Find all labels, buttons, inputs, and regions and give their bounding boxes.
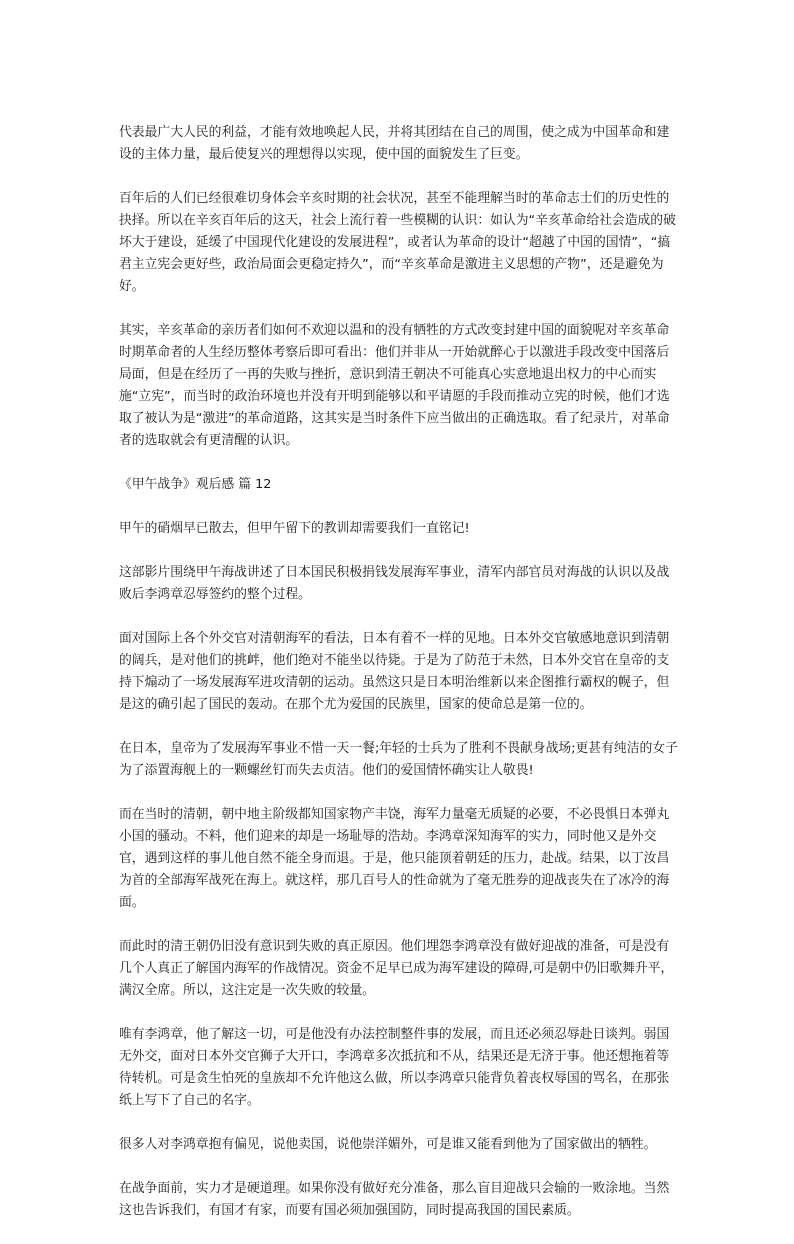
paragraph: 在日本，皇帝为了发展海军事业不惜一天一餐;年轻的士兵为了胜利不畏献身战场;更甚有纯洁的女子为了添置海舰上的一颗螺丝钉而失去贞洁。他们的爱国情怀确实让人敬畏! (119, 741, 678, 778)
paragraph: 代表最广大人民的利益，才能有效地唤起人民，并将其团结在自己的周围，使之成为中国革命和建设的主体力量，最后使复兴的理想得以实现，使中国的面貌发生了巨变。 (119, 125, 670, 162)
paragraph: 这部影片围绕甲午海战讲述了日本国民积极捐钱发展海军事业，清军内部官员对海战的认识以及战败后李鸿章忍辱签约的整个过程。 (119, 565, 670, 602)
paragraph: 而在当时的清朝，朝中地主阶级都知国家物产丰饶，海军力量毫无质疑的必要，不必畏惧日本弹丸小国的骚动。不料，他们迎来的却是一场耻辱的浩劫。李鸿章深知海军的实力，同时他又是外交官，遇到这样的事儿他自然不能全身而退。于是，他只能顶着朝廷的压力，赴战。结果，以丁汝昌为首的全部海军战死在海上。就这样，那几百号人的性命就为了毫无胜券的迎战丧失在了冰冷的海面。 (119, 807, 670, 910)
section-heading: 《甲午战争》观后感 篇 12 (119, 477, 272, 492)
paragraph: 百年后的人们已经很难切身体会辛亥时期的社会状况，甚至不能理解当时的革命志士们的历史性的抉择。所以在辛亥百年后的这天，社会上流行着一些模糊的认识：如认为“辛亥革命给社会造成的破坏大于建设，延缓了中国现代化建设的发展进程”，或者认为革命的设计“超越了中国的国情”，“搞君主立宪会更好些，政治局面会更稳定持久”，而“辛亥革命是激进主义思想的产物”，还是避免为好。 (119, 191, 676, 294)
paragraph: 在战争面前，实力才是硬道理。如果你没有做好充分准备，那么盲目迎战只会输的一败涂地。当然这也告诉我们，有国才有家，而要有国必须加强国防，同时提高我国的国民素质。 (119, 1181, 670, 1218)
paragraph: 唯有李鸿章，他了解这一切，可是他没有办法控制整件事的发展，而且还必须忍辱赴日谈判。弱国无外交，面对日本外交官狮子大开口，李鸿章多次抵抗和不从，结果还是无济于事。他还想拖着等待转机。可是贪生怕死的皇族却不允许他这么做，所以李鸿章只能背负着丧权辱国的骂名，在那张纸上写下了自己的名字。 (119, 1027, 670, 1108)
paragraph: 很多人对李鸿章抱有偏见，说他卖国，说他崇洋媚外，可是谁又能看到他为了国家做出的牺牲。 (119, 1137, 657, 1152)
paragraph: 面对国际上各个外交官对清朝海军的看法，日本有着不一样的见地。日本外交官敏感地意识到清朝的阔兵，是对他们的挑衅，他们绝对不能坐以待毙。于是为了防范于未然，日本外交官在皇帝的支持下煽动了一场发展海军进攻清朝的运动。虽然这只是日本明治维新以来企图推行霸权的幌子，但是这的确引起了国民的轰动。在那个尤为爱国的民族里，国家的使命总是第一位的。 (119, 631, 670, 712)
paragraph: 甲午的硝烟早已散去，但甲午留下的教训却需要我们一直铭记! (119, 521, 470, 536)
document-body (119, 122, 679, 1244)
paragraph: 而此时的清王朝仍旧没有意识到失败的真正原因。他们埋怨李鸿章没有做好迎战的准备，可是没有几个人真正了解国内海军的作战情况。资金不足早已成为海军建设的障碍,可是朝中仍旧歌舞升平，满汉全席。所以，这注定是一次失败的较量。 (119, 939, 674, 998)
paragraph: 其实，辛亥革命的亲历者们如何不欢迎以温和的没有牺牲的方式改变封建中国的面貌呢对辛亥革命时期革命者的人生经历整体考察后即可看出：他们并非从一开始就醉心于以激进手段改变中国落后局面，但是在经历了一再的失败与挫折，意识到清王朝决不可能真心实意地退出权力的中心而实施“立宪”，而当时的政治环境也并没有开明到能够以和平请愿的手段而推动立宪的时候，他们才选取了被认为是“激进”的革命道路，这其实是当时条件下应当做出的正确选取。看了纪录片，对革命者的选取就会有更清醒的认识。 (119, 323, 670, 448)
